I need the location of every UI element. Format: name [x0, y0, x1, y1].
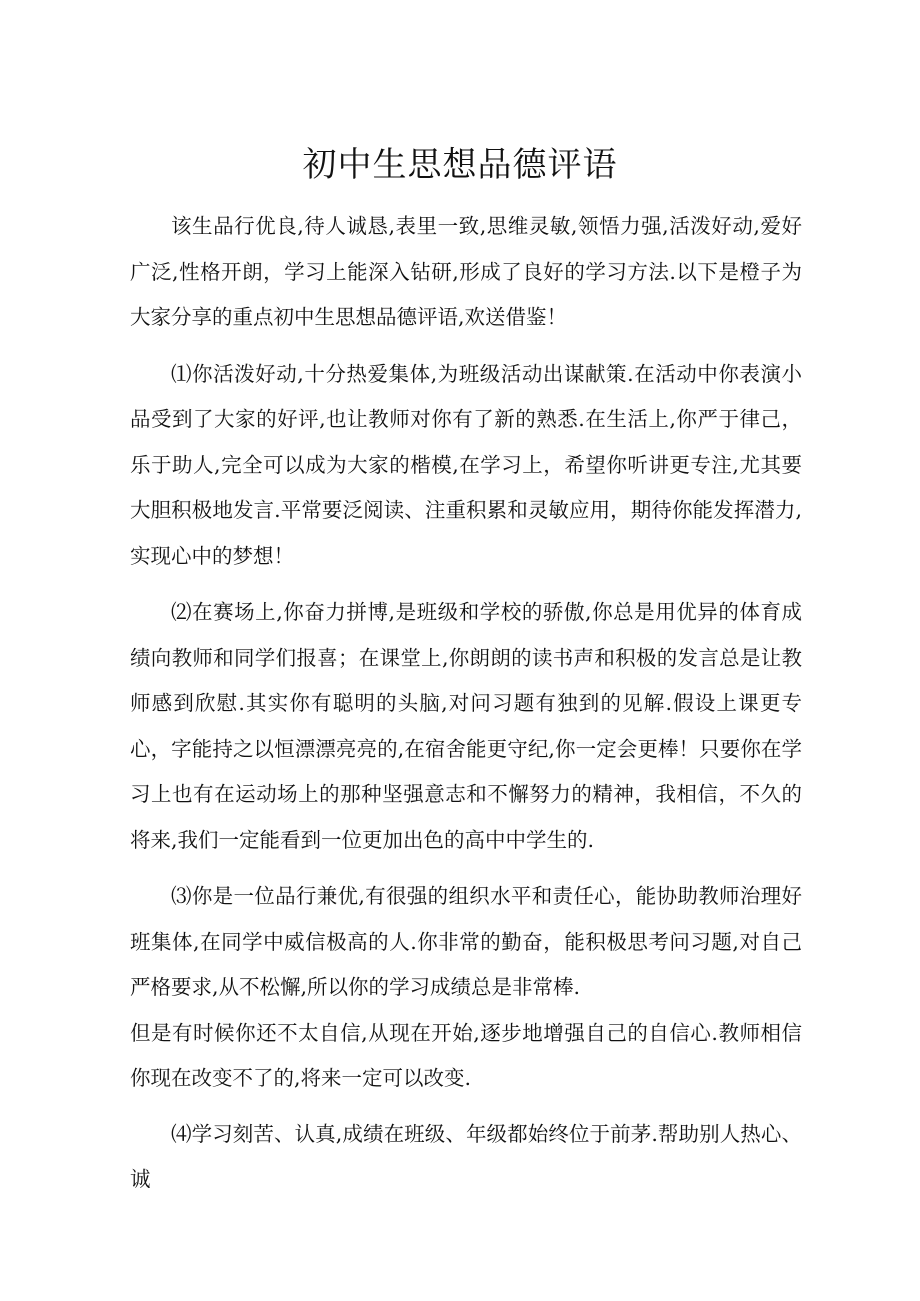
- comment-paragraph-4: ⑷学习刻苦、认真,成绩在班级、年级都始终位于前茅.帮助别人热心、诚: [130, 1121, 802, 1191]
- comment-paragraph-3: ⑶你是一位品行兼优,有很强的组织水平和责任心，能协助教师治理好班集体,在同学中威信极高的人.你非常的勤奋，能积极思考问习题,对自己严格要求,从不松懈,所以你的学习成绩总是非常棒.: [130, 884, 802, 999]
- intro-paragraph: 该生品行优良,待人诚恳,表里一致,思维灵敏,领悟力强,活泼好动,爱好广泛,性格开朗，学习上能深入钻研,形成了良好的学习方法.以下是橙子为大家分享的重点初中生思想品德评语,欢送借鉴！: [130, 214, 802, 329]
- comment-paragraph-3-continued: 但是有时候你还不太自信,从现在开始,逐步地增强自己的自信心.教师相信你现在改变不了的,将来一定可以改变.: [130, 1020, 802, 1090]
- comment-paragraph-2: ⑵在赛场上,你奋力拼博,是班级和学校的骄傲,你总是用优异的体育成绩向教师和同学们报喜；在课堂上,你朗朗的读书声和积极的发言总是让教师感到欣慰.其实你有聪明的头脑,对问习题有独到的见解.假设上课更专心，字能持之以恒漂漂亮亮的,在宿舍能更守纪,你一定会更棒！只要你在学习上也有在运动场上的那种坚强意志和不懈努力的精神，我相信，不久的将来,我们一定能看到一位更加出色的高中中学生的.: [130, 600, 802, 852]
- document-body: [130, 204, 802, 1203]
- comment-paragraph-1: ⑴你活泼好动,十分热爱集体,为班级活动出谋献策.在活动中你表演小品受到了大家的好评,也让教师对你有了新的熟悉.在生活上,你严于律己，乐于助人,完全可以成为大家的楷模,在学习上，希望你听讲更专注,尤其要大胆积极地发言.平常要泛阅读、注重积累和灵敏应用，期待你能发挥潜力,实现心中的梦想！: [130, 361, 802, 568]
- page-title: 初中生思想品德评语: [302, 144, 618, 185]
